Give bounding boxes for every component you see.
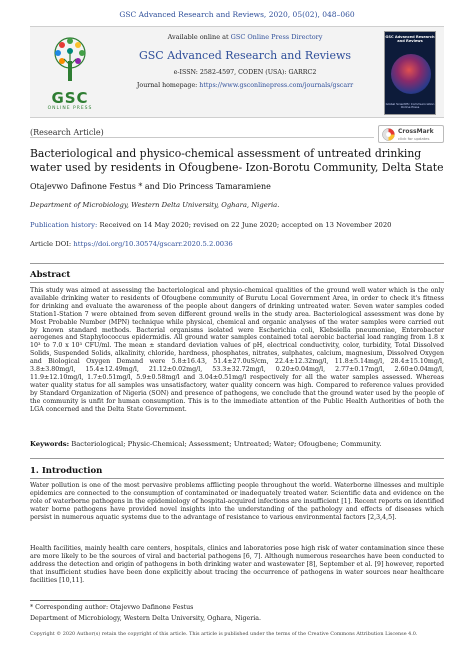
- intro-paragraph: Health facilities, mainly health care centers, hospitals, clinics and laboratories pose high risk of water contamination since these are more likely to be the sources of viral and bacterial pathogens [6, 7]. Although numerous researches have been conducted to address the detection and origin of pathogens in both drinking water and wastewater [8], September et al. [9] however, reported that insufficient studies have been done explicitly about tracing the occurrence of pathogens in water sources near healthcare facilities [10,11].: [30, 545, 444, 584]
- journal-citation-line: GSC Advanced Research and Reviews, 2020, 05(02), 048–060: [119, 10, 355, 19]
- logo-text: GSC: [51, 89, 89, 107]
- crossmark-icon: [382, 128, 395, 141]
- logo-subtext: ONLINE PRESS: [47, 106, 93, 111]
- affiliation: Department of Microbiology, Western Delta University, Oghara, Nigeria.: [30, 201, 280, 209]
- cover-image: [391, 54, 431, 94]
- cover-title: GSC Advanced Research and Reviews: [385, 35, 435, 44]
- crossmark-sub: click for updates: [398, 136, 430, 141]
- abstract-body: This study was aimed at assessing the bacteriological and physio-chemical qualities of the ground well water which is the only available drinking water to residents of Ofougbene community of Burutu Local Government Area, in order to check it's fitness for drinking and evaluate the awareness of the people about dangers of drinking untreated water. Seven water samples coded Station1-Station 7 were obtained from seven different ground wells in the study area. Bacteriological assessment was done by Most Probable Number (MPN) technique while physical, chemical and organic analyses of the water samples were carried out by known standard methods. Bacterial organisms isolated were Escherichia coli, Klebsiella pneumoniae, Enterobacter aerogenes and Staphylococcus epidermidis. All ground water samples contained total aerobic bacterial load ranging from 1.8 x 10³ to 7.0 x 10³ CFU/ml. The mean ± standard deviation values of pH, electrical conductivity, color, turbidity, Total Dissolved Solids, Suspended Solids, alkalinity, chloride, hardness, phosphates, nitrates, sulphates, calcium, magnesium, Dissolved Oxygen and Biological Oxygen Demand were 5.8±16.43, 51.4±27.0uS/cm, 22.4±12.32mg/l, 11.8±5.14mg/l, 28.4±15.10mg/l, 3.8±3.80mg/l, 15.4±12.49mg/l, 21.12±0.02mg/l, 53.3±32.72mg/l, 0.20±0.04mg/l, 2.77±0.17mg/l, 2.60±0.04mg/l, 11.9±12.10mg/l, 1.7±0.51mg/l, 5.9±0.58mg/l and 3.04±0.51mg/l respectively for all the water samples assessed. Whereas water quality status for all samples was unsatisfactory, water quality concern was high. Compared to reference values provided by Standard Organization of Nigeria (SON) and presence of pathogens, we conclude that the ground water used by the people of the community is unfit for human consumption. This is to the immediate attention of the Public Health Authorities of both the LGA concerned and the Delta State Government.: [30, 287, 444, 413]
- journal-homepage: Journal homepage: https://www.gsconlinepress.com/journals/gscarr: [136, 82, 354, 89]
- publication-history: Publication history: Received on 14 May 2020; revised on 22 June 2020; accepted on 13 November 2020: [30, 221, 392, 229]
- homepage-link[interactable]: https://www.gsconlinepress.com/journals/gscarr: [199, 82, 354, 89]
- abstract-section: [30, 263, 444, 459]
- crossmark-button[interactable]: [378, 125, 444, 143]
- keywords: Keywords: Bacteriological; Physic-Chemical; Assessment; Untreated; Water; Ofougbene; Community.: [30, 440, 382, 448]
- authors: Otajevwo Dafinone Festus * and Dio Princess Tamaramiene: [30, 182, 271, 191]
- directory-link[interactable]: GSC Online Press Directory: [230, 33, 323, 41]
- available-online: Available online at GSC Online Press Directory: [167, 33, 323, 41]
- corresponding-author: * Corresponding author: Otajevwo Dafinone Festus: [30, 604, 194, 611]
- intro-paragraph: Water pollution is one of the most pervasive problems afflicting people throughout the world. Waterborne illnesses and multiple epidemics are connected to the consumption of contaminated or inadequately treated water. Scientific data and evidence on the role of waterborne pathogens in the epidemiology of hospital-acquired infections are insufficient [1]. Recent reports on identified water borne pathogens have provided novel insights into the understanding of the pathology and effects of diseases which persist in numerous aquatic systems due to the advantage of resistance to various environmental factors [2,3,4,5].: [30, 482, 445, 521]
- intro-heading: 1. Introduction: [30, 466, 103, 476]
- divider: [30, 282, 444, 283]
- gsc-logo: [34, 31, 106, 115]
- journal-title: GSC Advanced Research and Reviews: [138, 49, 352, 62]
- article-type: (Research Article): [30, 128, 104, 137]
- article-doi: Article DOI: https://doi.org/10.30574/gscarr.2020.5.2.0036: [30, 240, 233, 248]
- journal-header: [30, 26, 444, 118]
- crossmark-label: CrossMark: [398, 128, 434, 135]
- journal-cover: [384, 31, 436, 115]
- tree-icon: [34, 31, 106, 89]
- cover-bottom-text: Global Scientific Communication Online Press: [385, 101, 435, 110]
- journal-info: [120, 31, 370, 89]
- divider: [30, 137, 374, 138]
- divider: [30, 478, 444, 479]
- copyright-notice: Copyright © 2020 Author(s) retain the copyright of this article. This article is published under the terms of the Creative Commons Attribution Liscense 4.0.: [30, 631, 418, 637]
- paper-title: Bacteriological and physico-chemical assessment of untreated drinking water used by residents in Ofougbene- Izon-Borotu Community, Delta State: [30, 147, 444, 174]
- abstract-heading: Abstract: [30, 270, 71, 280]
- author-department: Department of Microbiology, Western Delta University, Oghara, Nigeria.: [30, 615, 262, 622]
- doi-link[interactable]: https://doi.org/10.30574/gscarr.2020.5.2.0036: [73, 240, 233, 248]
- journal-issn: e-ISSN: 2582-4597, CODEN (USA): GARRC2: [173, 69, 317, 76]
- footnote-divider: [30, 600, 120, 601]
